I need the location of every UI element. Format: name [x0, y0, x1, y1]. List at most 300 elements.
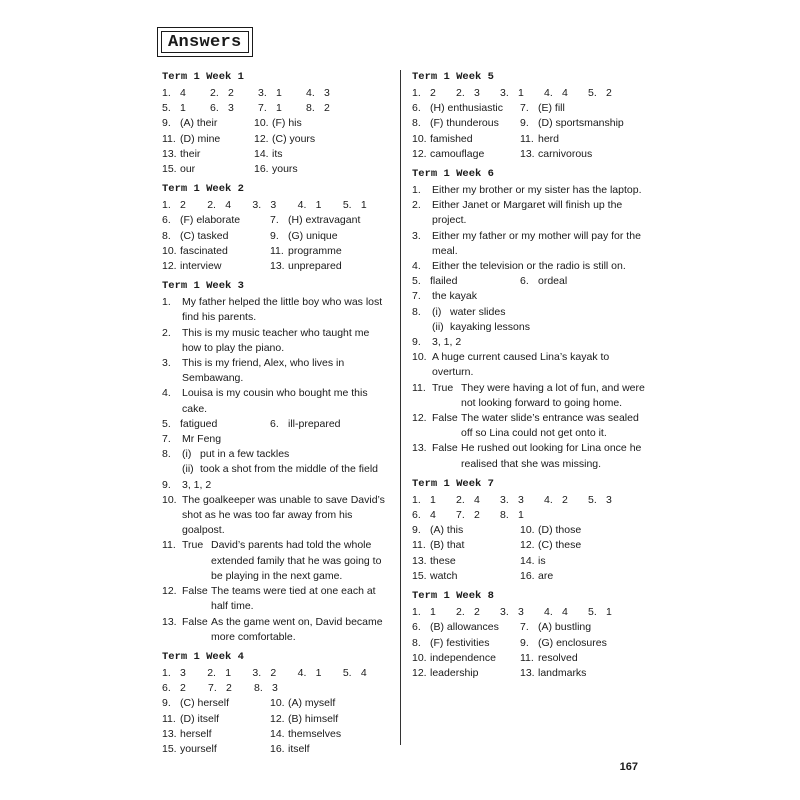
answer-cell: [208, 681, 254, 696]
answer-cell: [520, 569, 553, 584]
true-false-label: False: [182, 585, 208, 598]
answer-value: 2: [324, 102, 330, 115]
answer-cell: [412, 620, 520, 635]
answer-value: (A) bustling: [538, 621, 592, 634]
answer-value: 1: [276, 87, 282, 99]
answer-cell: [520, 101, 565, 116]
answer-paragraph: [162, 432, 388, 447]
true-false-answer: [162, 538, 388, 584]
answer-cell: [258, 101, 306, 116]
answer-value: 2: [430, 87, 436, 99]
answer-row: [412, 569, 648, 584]
question-number: 15.: [412, 569, 427, 582]
answer-paragraph: [412, 335, 648, 350]
question-number: 14.: [254, 147, 269, 160]
question-number: 13.: [520, 147, 535, 160]
section-term1-week8: [412, 589, 648, 681]
answer-value: 4: [562, 606, 568, 619]
answer-cell: [412, 86, 456, 101]
answer-value: (C) yours: [272, 132, 316, 145]
answer-cell: [254, 116, 302, 131]
question-number: 16.: [254, 163, 269, 176]
question-number: 8.: [412, 305, 421, 318]
answer-cell: [270, 259, 342, 274]
sub-answer: [182, 447, 388, 462]
answer-cell: [162, 712, 270, 727]
answer-cell: [520, 636, 607, 651]
answer-value: (H) enthusiastic: [430, 102, 503, 115]
question-number: 1.: [162, 666, 171, 679]
answer-value: (C) herself: [180, 697, 230, 710]
question-number: 2.: [456, 493, 465, 506]
question-number: 5.: [342, 199, 352, 212]
answer-value: 4: [562, 87, 568, 99]
answer-value: 2: [180, 682, 186, 695]
answer-text: Either my father or my mother will pay for the meal.: [432, 229, 641, 257]
answer-text: took a shot from the middle of the field: [200, 463, 379, 476]
question-number: 12.: [412, 147, 427, 160]
answer-cell: [270, 727, 341, 742]
section-term1-week1: [162, 70, 388, 177]
answer-value: 1: [430, 606, 436, 619]
section-heading: Term 1 Week 6: [412, 168, 494, 181]
answer-cell: [544, 493, 588, 508]
answer-value: (A) their: [180, 117, 218, 130]
answer-cell: [588, 493, 632, 508]
answer-cell: [520, 620, 591, 635]
answer-row: [162, 681, 388, 696]
question-number: 7.: [456, 509, 465, 522]
question-number: 7.: [258, 102, 267, 115]
answer-row: [162, 162, 388, 177]
answer-paragraph: [162, 478, 388, 493]
answer-text: 3, 1, 2: [182, 478, 212, 491]
answer-value: independence: [430, 651, 496, 664]
answer-text: A huge current caused Lina’s kayak to overturn.: [432, 351, 610, 379]
answer-row: [412, 508, 648, 523]
answer-value: 3: [518, 606, 524, 619]
answer-value: 4: [180, 87, 186, 99]
answer-value: 3: [180, 666, 186, 679]
answer-row: [412, 132, 648, 147]
section-term1-week6: [412, 167, 648, 472]
answer-paragraph: [412, 305, 648, 320]
answer-value: (B) allowances: [430, 621, 499, 634]
question-number: 11.: [520, 651, 534, 664]
answer-value: (D) itself: [180, 712, 220, 725]
question-number: 8.: [412, 117, 421, 130]
answer-cell: [162, 417, 270, 432]
question-number: 9.: [162, 478, 171, 491]
question-number: 2.: [456, 606, 465, 619]
answer-cell: [162, 244, 270, 259]
answer-cell: [544, 86, 588, 101]
question-number: 3.: [252, 666, 262, 679]
answer-value: (A) myself: [288, 697, 336, 710]
question-number: 9.: [162, 117, 171, 130]
answer-text: This is my friend, Alex, who lives in Sembawang.: [182, 357, 345, 385]
answer-cell: [588, 605, 632, 620]
answer-value: landmarks: [538, 666, 587, 679]
answer-cell: [252, 198, 297, 213]
answer-value: programme: [288, 244, 342, 257]
question-number: 3.: [500, 493, 509, 506]
question-number: 10.: [520, 524, 535, 537]
answer-text: put in a few tackles: [200, 448, 290, 461]
answer-value: 3: [518, 493, 524, 506]
answer-value: (D) those: [538, 524, 582, 537]
column-divider: [400, 70, 401, 745]
question-number: 10.: [254, 117, 269, 130]
answer-row: [162, 147, 388, 162]
answer-row: [162, 666, 388, 681]
question-number: 16.: [270, 742, 285, 755]
answer-value: (A) this: [430, 524, 464, 537]
answer-cell: [162, 666, 207, 681]
answer-value: 4: [474, 493, 480, 506]
answer-value: 2: [270, 666, 277, 679]
question-number: 5.: [162, 417, 171, 430]
question-number: 3.: [500, 606, 509, 619]
question-number: 7.: [208, 682, 217, 695]
answer-cell: [162, 259, 270, 274]
answer-cell: [162, 198, 207, 213]
answer-cell: [500, 605, 544, 620]
answer-row: [412, 666, 648, 681]
question-number: 3.: [252, 199, 262, 212]
answer-value: (F) thunderous: [430, 117, 499, 130]
answer-cell: [162, 681, 208, 696]
answer-cell: [520, 116, 624, 131]
answer-value: 2: [228, 87, 234, 99]
sub-answer: [432, 305, 648, 320]
question-number: 3.: [500, 87, 509, 99]
answer-text: David’s parents had told the whole extended family that he was going to be playing in the next game.: [211, 539, 382, 582]
question-number: 6.: [520, 275, 529, 288]
question-number: 10.: [412, 351, 427, 364]
question-number: 1.: [162, 296, 171, 309]
answer-value: (D) sportsmanship: [538, 117, 624, 130]
right-column: [412, 70, 648, 686]
question-number: 1.: [412, 493, 421, 506]
question-number: 5.: [412, 275, 421, 288]
true-false-answer: [162, 584, 388, 614]
answer-value: 1: [315, 666, 322, 679]
answer-cell: [412, 523, 520, 538]
true-false-label: True: [432, 381, 454, 394]
answer-row: [412, 636, 648, 651]
answer-value: 2: [474, 509, 480, 522]
answer-value: 2: [226, 682, 232, 695]
question-number: 3.: [162, 357, 171, 370]
question-number: 7.: [162, 433, 171, 446]
answer-cell: [412, 554, 520, 569]
answer-cell: [270, 712, 338, 727]
answer-cell: [520, 651, 578, 666]
section-heading: Term 1 Week 3: [162, 280, 244, 293]
answer-cell: [500, 493, 544, 508]
answer-cell: [412, 116, 520, 131]
question-number: 11.: [162, 132, 176, 145]
answer-cell: [254, 681, 300, 696]
question-number: 14.: [270, 727, 285, 740]
answer-value: leadership: [430, 666, 479, 679]
question-number: 2.: [210, 87, 219, 99]
question-number: 10.: [162, 244, 177, 257]
question-number: 9.: [162, 697, 171, 710]
answer-value: 1: [225, 666, 232, 679]
answer-cell: [412, 605, 456, 620]
answer-cell: [520, 666, 586, 681]
answer-value: resolved: [538, 651, 578, 664]
answer-value: 2: [606, 87, 612, 99]
answer-paragraph: [412, 289, 648, 304]
answer-cell: [412, 569, 520, 584]
answer-value: (B) that: [430, 539, 465, 552]
answer-cell: [162, 727, 270, 742]
answer-cell: [162, 101, 210, 116]
question-number: 6.: [162, 682, 171, 695]
answer-row: [412, 605, 648, 620]
answer-cell: [162, 696, 270, 711]
answer-paragraph: [162, 386, 388, 416]
answer-paragraph: [162, 447, 388, 462]
question-number: 8.: [162, 229, 171, 242]
answer-text: As the game went on, David became more comfortable.: [211, 615, 383, 643]
answer-value: 3: [474, 87, 480, 99]
answer-value: itself: [288, 742, 310, 755]
answer-value: 3: [270, 199, 277, 212]
question-number: 6.: [412, 621, 421, 634]
answer-row: [412, 523, 648, 538]
answer-value: herd: [538, 132, 560, 145]
answer-value: (C) tasked: [180, 229, 229, 242]
answer-row: [162, 86, 388, 101]
question-number: 5.: [342, 666, 352, 679]
question-number: 11.: [520, 132, 534, 145]
question-number: 10.: [412, 132, 427, 145]
answer-paragraph: [162, 493, 388, 539]
section-term1-week4: [162, 650, 388, 757]
section-term1-week2: [162, 182, 388, 274]
question-number: 1.: [412, 184, 421, 197]
answer-row: [412, 101, 648, 116]
answer-cell: [456, 86, 500, 101]
answer-paragraph: [412, 229, 648, 259]
answer-text: The goalkeeper was unable to save David’s shot as he was too far away from his goalpost.: [182, 493, 385, 537]
answer-row: [162, 101, 388, 116]
answer-cell: [270, 742, 310, 757]
answer-cell: [270, 213, 360, 228]
answer-cell: [270, 696, 335, 711]
answer-value: (C) these: [538, 539, 582, 552]
answer-row: [162, 229, 388, 244]
answer-text: The water slide’s entrance was sealed off so Lina could not get onto it.: [461, 412, 639, 440]
answer-value: 1: [518, 87, 524, 99]
answer-cell: [210, 86, 258, 101]
answer-value: 4: [225, 199, 232, 212]
answer-value: herself: [180, 727, 212, 740]
answer-value: watch: [430, 569, 458, 582]
answer-cell: [520, 523, 581, 538]
answer-cell: [207, 666, 252, 681]
answer-row: [162, 259, 388, 274]
answer-cell: [456, 493, 500, 508]
answer-value: camouflage: [430, 147, 485, 160]
answer-cell: [412, 493, 456, 508]
answer-cell: [162, 86, 210, 101]
question-number: 5.: [588, 606, 597, 619]
true-false-label: False: [432, 442, 458, 455]
question-number: 6.: [412, 102, 421, 115]
sub-number: (i): [432, 305, 442, 318]
answer-cell: [412, 666, 520, 681]
answer-cell: [412, 508, 456, 523]
answers-title-box: [157, 27, 253, 57]
answer-value: 4: [430, 509, 436, 522]
question-number: 2.: [207, 199, 216, 212]
answer-cell: [520, 132, 559, 147]
answer-text: Either my brother or my sister has the laptop.: [432, 184, 642, 197]
question-number: 11.: [270, 244, 284, 257]
answer-cell: [298, 198, 343, 213]
answer-text: My father helped the little boy who was lost find his parents.: [182, 296, 383, 324]
question-number: 13.: [270, 260, 285, 273]
page-title: Answers: [161, 31, 249, 53]
question-number: 12.: [412, 666, 427, 679]
answer-row: [412, 538, 648, 553]
answer-row: [412, 493, 648, 508]
answer-cell: [162, 229, 270, 244]
sub-number: (ii): [432, 320, 444, 333]
true-false-label: True: [182, 539, 204, 552]
answer-value: flailed: [430, 275, 458, 288]
question-number: 8.: [412, 636, 421, 649]
answer-cell: [270, 244, 342, 259]
question-number: 12.: [162, 260, 177, 273]
answer-value: (E) fill: [538, 102, 565, 115]
question-number: 13.: [162, 615, 177, 628]
sub-answer: [412, 320, 648, 335]
question-number: 10.: [162, 493, 177, 506]
sub-answer: [162, 462, 388, 477]
answer-value: these: [430, 554, 456, 567]
section-term1-week7: [412, 477, 648, 584]
answer-value: 1: [315, 199, 322, 212]
answer-cell: [412, 132, 520, 147]
question-number: 7.: [520, 621, 529, 634]
question-number: 9.: [520, 117, 529, 130]
answer-cell: [162, 132, 254, 147]
answer-paragraph: [412, 183, 648, 198]
question-number: 4.: [297, 199, 307, 212]
answer-value: 1: [606, 606, 612, 619]
answer-cell: [252, 666, 297, 681]
answer-paragraph: [162, 295, 388, 325]
answer-text: the kayak: [432, 290, 477, 303]
answer-value: ordeal: [538, 275, 568, 288]
question-number: 1.: [412, 87, 421, 99]
question-number: 5.: [588, 87, 597, 99]
answer-cell: [207, 198, 252, 213]
question-number: 7.: [412, 290, 421, 303]
answer-text: 3, 1, 2: [432, 336, 462, 349]
answer-row: [412, 554, 648, 569]
answer-cell: [500, 86, 544, 101]
question-number: 15.: [162, 742, 177, 755]
section-heading: Term 1 Week 5: [412, 71, 494, 83]
answer-cell: [412, 274, 520, 289]
answer-cell: [544, 605, 588, 620]
question-number: 9.: [412, 336, 421, 349]
answer-value: famished: [430, 132, 473, 145]
answer-text: kayaking lessons: [450, 320, 530, 333]
answer-cell: [500, 508, 544, 523]
answer-row: [412, 147, 648, 162]
answer-cell: [258, 86, 306, 101]
question-number: 8.: [306, 102, 315, 115]
answer-row: [162, 712, 388, 727]
answer-value: (G) unique: [288, 229, 338, 242]
answer-value: are: [538, 569, 554, 582]
answer-value: 2: [474, 606, 480, 619]
question-number: 13.: [162, 147, 177, 160]
answer-row: [412, 274, 648, 289]
question-number: 9.: [270, 229, 279, 242]
question-number: 12.: [270, 712, 285, 725]
question-number: 13.: [162, 727, 177, 740]
question-number: 4.: [412, 260, 421, 273]
answer-value: is: [538, 554, 546, 567]
question-number: 7.: [270, 214, 279, 227]
question-number: 2.: [162, 326, 171, 339]
answer-paragraph: [412, 259, 648, 274]
question-number: 2.: [207, 666, 216, 679]
answer-cell: [298, 666, 343, 681]
answer-cell: [162, 116, 254, 131]
section-heading: Term 1 Week 7: [412, 477, 494, 490]
question-number: 8.: [162, 448, 171, 461]
question-number: 6.: [210, 102, 219, 115]
answer-cell: [343, 198, 388, 213]
question-number: 2.: [456, 87, 465, 99]
answer-cell: [412, 636, 520, 651]
answer-value: yourself: [180, 742, 217, 755]
answer-value: yours: [272, 163, 298, 176]
answer-row: [162, 696, 388, 711]
question-number: 4.: [162, 387, 171, 400]
answer-value: fatigued: [180, 417, 218, 430]
answer-cell: [306, 101, 354, 116]
answer-cell: [162, 162, 254, 177]
question-number: 3.: [412, 229, 421, 242]
question-number: 12.: [412, 412, 427, 425]
question-number: 4.: [544, 493, 553, 506]
question-number: 13.: [412, 554, 427, 567]
answer-text: water slides: [450, 305, 506, 318]
question-number: 12.: [162, 585, 177, 598]
answer-row: [162, 742, 388, 757]
answer-value: 1: [518, 509, 524, 522]
question-number: 12.: [520, 539, 535, 552]
section-term1-week3: [162, 279, 388, 645]
answer-value: carnivorous: [538, 147, 593, 160]
sub-number: (ii): [182, 463, 194, 476]
true-false-answer: [412, 381, 648, 411]
answer-paragraph: [412, 198, 648, 228]
answer-value: 3: [324, 87, 330, 99]
answer-cell: [270, 417, 341, 432]
